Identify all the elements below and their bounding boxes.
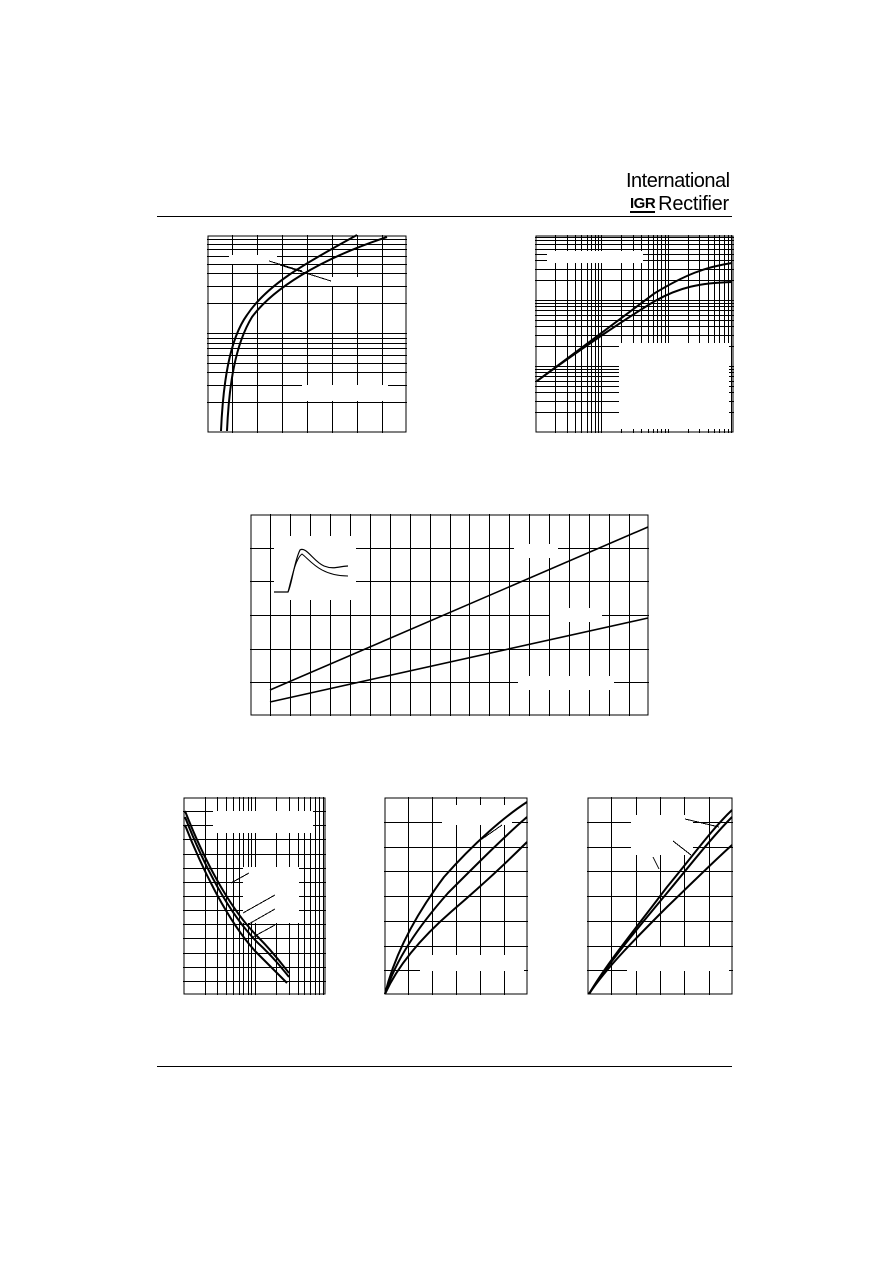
chart-fig1 [207,235,407,433]
chart-fig3-inset-box [274,536,356,600]
chart-fig6-leader-3 [653,857,659,869]
chart-fig4-label-box [213,811,313,833]
chart-fig5 [384,797,528,995]
chart-fig3-label-box [514,544,558,558]
chart-fig1-label-box-3 [302,385,388,401]
brand-name-line1: International [626,170,730,192]
chart-fig4-label-box-2 [243,867,299,923]
chart-fig6-label-box-2 [627,947,729,971]
brand-name-line2 [630,193,729,215]
chart-fig3-label-box-3 [518,676,614,690]
chart-fig6 [587,797,733,995]
chart-fig3-label-box-2 [550,608,602,622]
header-rule [157,216,732,217]
chart-fig2-label-box-2 [619,343,729,429]
footer-rule [157,1066,732,1067]
brand-rectifier: Rectifier [658,193,729,215]
chart-fig3 [250,514,649,716]
brand-badge: IGR [630,195,656,212]
chart-fig2-label-box [547,251,643,263]
chart-fig5-leader [482,825,502,839]
chart-fig4 [183,797,326,995]
chart-fig2 [535,235,734,433]
chart-fig1-label-box [229,255,277,264]
chart-fig1-label-box-2 [329,277,381,286]
chart-fig5-label-box-2 [420,955,524,971]
